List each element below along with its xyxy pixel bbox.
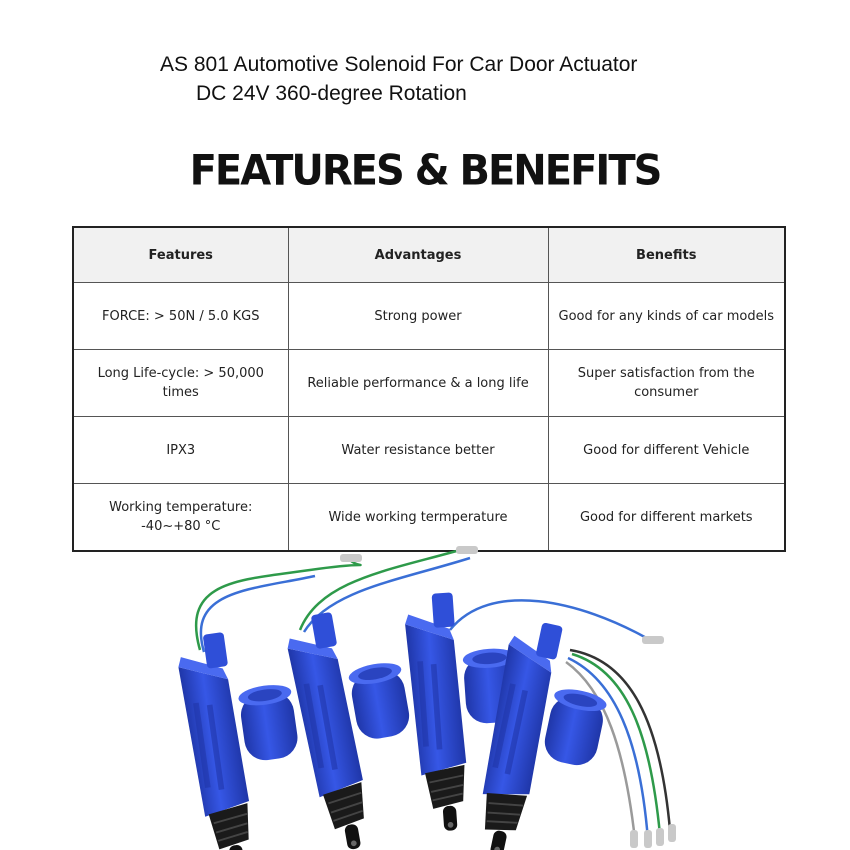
column-header-advantages: Advantages [288, 227, 548, 283]
feature-cell: FORCE: > 50N / 5.0 KGS [73, 283, 288, 350]
advantage-cell: Water resistance better [288, 417, 548, 484]
table-row [73, 283, 785, 350]
column-header-features: Features [73, 227, 288, 283]
table-header-row [73, 227, 785, 283]
feature-cell: Long Life-cycle: > 50,000 times [73, 350, 288, 417]
benefit-cell: Super satisfaction from the consumer [548, 350, 785, 417]
product-photo [160, 540, 720, 850]
advantage-cell: Reliable performance & a long life [288, 350, 548, 417]
advantage-cell: Strong power [288, 283, 548, 350]
features-table [72, 226, 786, 552]
table-row [73, 350, 785, 417]
table-row [73, 417, 785, 484]
benefit-cell: Good for any kinds of car models [548, 283, 785, 350]
advantage-cell: Wide working termperature [288, 484, 548, 552]
product-title-line-2: DC 24V 360-degree Rotation [196, 82, 467, 105]
column-header-benefits: Benefits [548, 227, 785, 283]
feature-cell: Working temperature: -40~+80 °C [73, 484, 288, 552]
feature-cell: IPX3 [73, 417, 288, 484]
benefit-cell: Good for different markets [548, 484, 785, 552]
product-title-line-1: AS 801 Automotive Solenoid For Car Door Actuator [160, 53, 638, 76]
section-heading: FEATURES & BENEFITS [189, 146, 661, 196]
benefit-cell: Good for different Vehicle [548, 417, 785, 484]
